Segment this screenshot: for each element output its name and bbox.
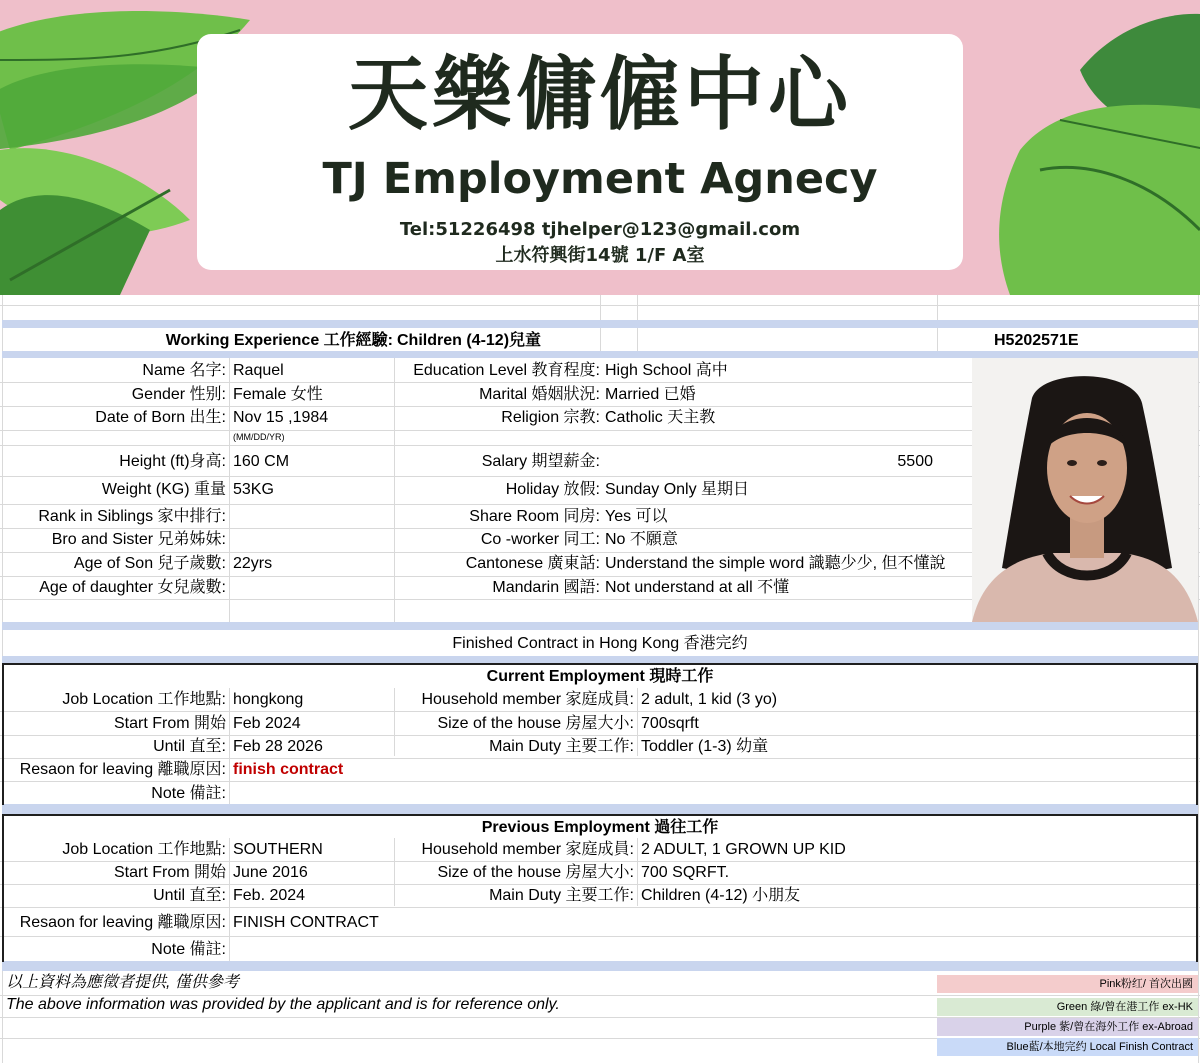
legend-pink: Pink粉红/ 首次出國 — [937, 975, 1198, 993]
finished-contract-title: Finished Contract in Hong Kong 香港完约 — [452, 635, 748, 652]
religion-value: Catholic 天主教 — [605, 409, 716, 426]
dob-label: Date of Born 出生: — [95, 409, 226, 426]
share-room-value: Yes 可以 — [605, 508, 668, 525]
dob-value: Nov 15 ,1984 — [233, 409, 329, 426]
previous-reason-label: Resaon for leaving 離職原因: — [19, 914, 226, 931]
current-house-size-label: Size of the house 房屋大小: — [437, 715, 634, 732]
legend-purple: Purple 紫/曾在海外工作 ex-Abroad — [937, 1018, 1198, 1036]
current-employment-title: Current Employment 現時工作 — [486, 668, 714, 685]
current-start-value: Feb 2024 — [233, 715, 301, 732]
gender-label: Gender 性别: — [131, 386, 226, 403]
separator-band — [2, 656, 1198, 663]
previous-start-value: June 2016 — [233, 864, 308, 881]
daughter-age-label: Age of daughter 女兒歲數: — [39, 579, 226, 596]
current-location-label: Job Location 工作地點: — [62, 691, 226, 708]
name-label: Name 名字: — [142, 362, 226, 379]
religion-label: Religion 宗教: — [501, 409, 600, 426]
coworker-label: Co -worker 同工: — [480, 531, 600, 548]
mandarin-value: Not understand at all 不懂 — [605, 579, 790, 596]
previous-until-label: Until 直至: — [153, 887, 226, 904]
current-until-value: Feb 28 2026 — [233, 738, 323, 755]
weight-label: Weight (KG) 重量 — [101, 481, 226, 498]
height-value: 160 CM — [233, 453, 290, 470]
previous-reason-value: FINISH CONTRACT — [233, 914, 379, 931]
disclaimer-chinese: 以上資料為應徵者提供, 僅供參考 — [6, 974, 239, 991]
current-start-label: Start From 開始 — [113, 715, 226, 732]
current-household-value: 2 adult, 1 kid (3 yo) — [641, 691, 778, 708]
gender-value: Female 女性 — [233, 386, 323, 403]
marital-value: Married 已婚 — [605, 386, 696, 403]
current-household-label: Household member 家庭成員: — [421, 691, 634, 708]
share-room-label: Share Room 同房: — [469, 508, 600, 525]
son-age-value: 22yrs — [233, 555, 273, 572]
holiday-value: Sunday Only 星期日 — [605, 481, 750, 498]
mandarin-label: Mandarin 國語: — [492, 579, 600, 596]
agency-english-name: TJ Employment Agnecy — [322, 154, 878, 204]
previous-house-size-value: 700 SQRFT. — [641, 864, 730, 881]
separator-band — [2, 961, 1198, 971]
name-value: Raquel — [233, 362, 284, 379]
dob-format-hint: (MM/DD/YR) — [233, 432, 285, 442]
siblings-label: Bro and Sister 兄弟姊妹: — [51, 531, 226, 548]
agency-chinese-name: 天樂傭僱中心 — [348, 48, 852, 141]
previous-household-value: 2 ADULT, 1 GROWN UP KID — [641, 841, 846, 858]
previous-location-value: SOUTHERN — [233, 841, 323, 858]
legend-green: Green 綠/曾在港工作 ex-HK — [937, 998, 1198, 1016]
experience-label: Working Experience 工作經驗: — [165, 332, 393, 349]
current-house-size-value: 700sqrft — [641, 715, 699, 732]
experience-value: Children (4-12)兒童 — [397, 332, 542, 349]
disclaimer-english: The above information was provided by the applicant and is for reference only. — [6, 996, 560, 1013]
previous-duty-value: Children (4-12) 小朋友 — [641, 887, 801, 904]
current-duty-value: Toddler (1-3) 幼童 — [641, 738, 769, 755]
separator-band — [2, 804, 1198, 814]
header-banner — [0, 0, 1200, 295]
education-label: Education Level 教育程度: — [413, 362, 600, 379]
previous-household-label: Household member 家庭成員: — [421, 841, 634, 858]
separator-band — [2, 351, 1198, 358]
applicant-photo — [972, 358, 1198, 622]
current-location-value: hongkong — [233, 691, 304, 708]
cantonese-value: Understand the simple word 識聽少少, 但不懂說 — [605, 555, 946, 572]
contact-line: Tel:51226498 tjhelper@123@gmail.com — [399, 219, 801, 240]
coworker-value: No 不願意 — [605, 531, 678, 548]
marital-label: Marital 婚姻狀況: — [479, 386, 600, 403]
current-reason-label: Resaon for leaving 離職原因: — [19, 761, 226, 778]
legend-blue: Blue藍/本地完约 Local Finish Contract — [937, 1038, 1198, 1056]
previous-note-label: Note 備註: — [151, 941, 226, 958]
salary-label: Salary 期望薪金: — [481, 453, 600, 470]
previous-until-value: Feb. 2024 — [233, 887, 306, 904]
reference-code: H5202571E — [994, 332, 1079, 349]
previous-location-label: Job Location 工作地點: — [62, 841, 226, 858]
cantonese-label: Cantonese 廣東話: — [465, 555, 600, 572]
previous-employment-title: Previous Employment 過往工作 — [481, 819, 719, 836]
son-age-label: Age of Son 兒子歲數: — [73, 555, 226, 572]
current-note-label: Note 備註: — [151, 785, 226, 802]
education-value: High School 高中 — [605, 362, 728, 379]
separator-band — [2, 320, 1198, 328]
current-until-label: Until 直至: — [153, 738, 226, 755]
current-reason-value: finish contract — [233, 761, 344, 778]
person-photo-icon — [972, 358, 1198, 622]
previous-duty-label: Main Duty 主要工作: — [489, 887, 634, 904]
height-label: Height (ft)身高: — [119, 453, 226, 470]
separator-band — [2, 622, 1198, 630]
salary-value: 5500 — [897, 453, 933, 470]
current-duty-label: Main Duty 主要工作: — [489, 738, 634, 755]
weight-value: 53KG — [233, 481, 274, 498]
holiday-label: Holiday 放假: — [505, 481, 600, 498]
previous-house-size-label: Size of the house 房屋大小: — [437, 864, 634, 881]
rank-label: Rank in Siblings 家中排行: — [38, 508, 226, 525]
agency-address: 上水符興街14號 1/F A室 — [495, 245, 705, 266]
previous-start-label: Start From 開始 — [113, 864, 226, 881]
